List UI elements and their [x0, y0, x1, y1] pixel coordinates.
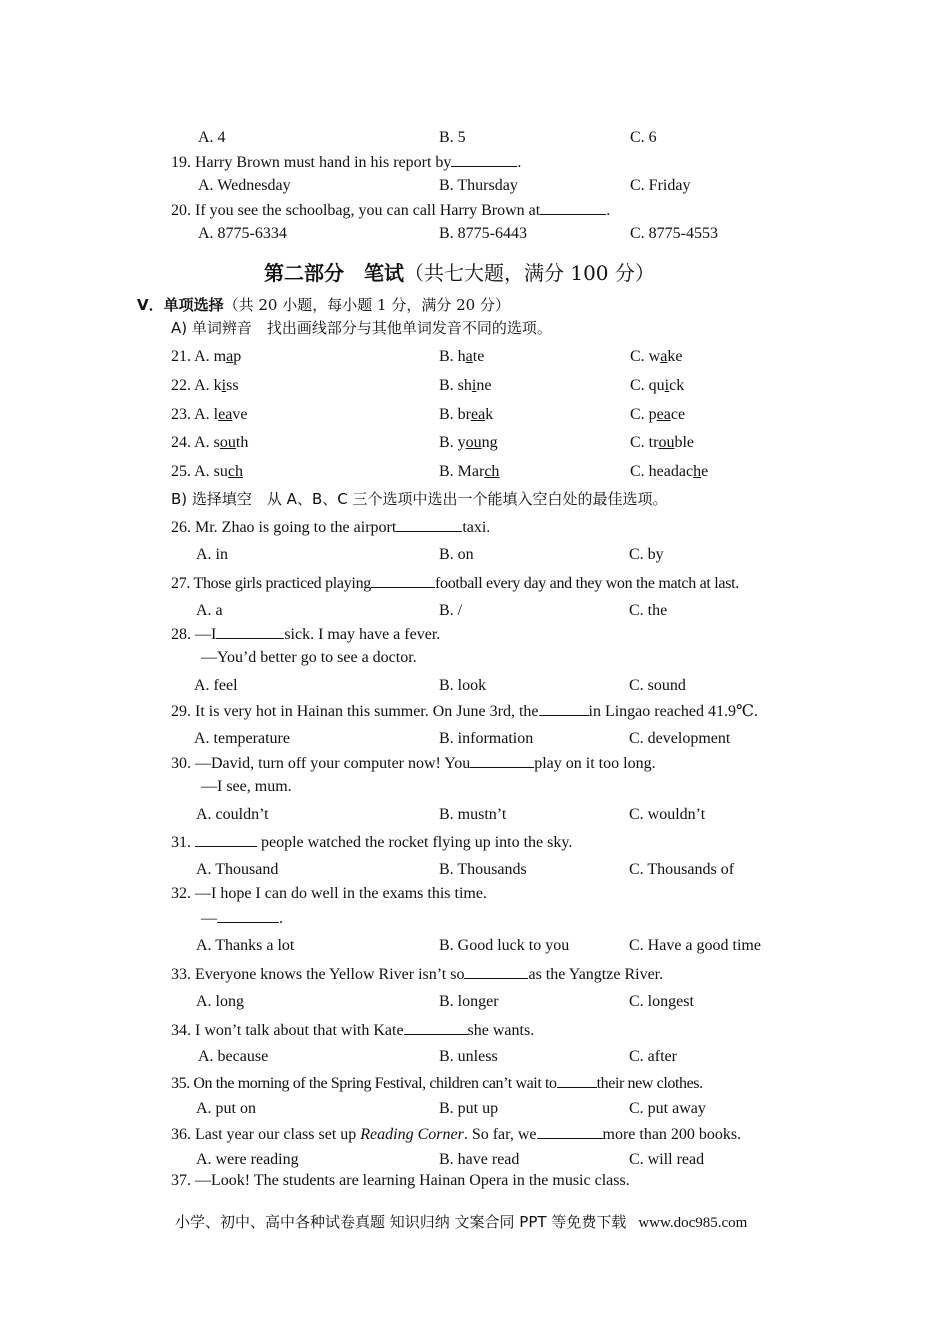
q34-option-c: C. after: [629, 1048, 677, 1065]
q19-stem: 19. Harry Brown must hand in his report by .: [171, 154, 522, 171]
q36-option-b: B. have read: [439, 1151, 520, 1168]
q24: 24. A. south: [171, 434, 249, 451]
q33-option-b: B. longer: [439, 993, 499, 1010]
q29-option-c: C. development: [629, 730, 731, 747]
q32-option-c: C. Have a good time: [629, 937, 761, 954]
q26-option-b: B. on: [439, 546, 474, 563]
q20-option-c: C. 8775-4553: [630, 225, 718, 242]
q21-option-b: B. hate: [439, 348, 485, 365]
q36-option-a: A. were reading: [196, 1151, 299, 1168]
q25: 25. A. such: [171, 463, 244, 480]
part-b-instruction: B) 选择填空 从 A、B、C 三个选项中选出一个能填入空白处的最佳选项。: [171, 490, 668, 508]
q28-stem: 28. —I sick. I may have a fever.: [171, 626, 441, 643]
q18-option-b: B. 5: [439, 129, 466, 146]
q30-option-b: B. mustn’t: [439, 806, 507, 823]
q23-option-b: B. break: [439, 406, 494, 423]
q18-option-c: C. 6: [630, 129, 657, 146]
q27-option-b: B. /: [439, 602, 463, 619]
q30-option-a: A. couldn’t: [196, 806, 269, 823]
q33-option-a: A. long: [196, 993, 244, 1010]
q32-line2: — .: [201, 910, 283, 927]
q19-option-a: A. Wednesday: [198, 177, 291, 194]
q28-option-c: C. sound: [629, 677, 686, 694]
footer-url[interactable]: www.doc985.com: [638, 1215, 748, 1231]
q35-option-a: A. put on: [196, 1100, 256, 1117]
q22: 22. A. kiss: [171, 377, 239, 394]
q28-option-b: B. look: [439, 677, 487, 694]
q31-option-c: C. Thousands of: [629, 861, 735, 878]
q26-option-c: C. by: [629, 546, 664, 563]
q20-stem: 20. If you see the schoolbag, you can call Harry Brown at .: [171, 202, 611, 219]
part-a-instruction: A) 单词辨音 找出画线部分与其他单词发音不同的选项。: [171, 319, 552, 337]
q30-line2: —I see, mum.: [201, 778, 292, 795]
q21: 21. A. map: [171, 348, 242, 365]
q36-stem: 36. Last year our class set up Reading Corner. So far, we more than 200 books.: [171, 1126, 742, 1143]
q21-option-c: C. wake: [630, 348, 683, 365]
q29-option-b: B. information: [439, 730, 534, 747]
q34-stem: 34. I won’t talk about that with Kate she wants.: [171, 1022, 535, 1039]
q33-option-c: C. longest: [629, 993, 694, 1010]
q28-option-a: A. feel: [194, 677, 238, 694]
part2-subtitle: （共七大题，满分 100 分）: [404, 261, 655, 285]
q23: 23. A. leave: [171, 406, 248, 423]
part2-title: 第二部分 笔试（共七大题，满分 100 分）: [264, 261, 655, 285]
q29-stem: 29. It is very hot in Hainan this summer. On June 3rd, the in Lingao reached 41.9℃.: [171, 703, 758, 720]
q23-option-c: C. peace: [630, 406, 686, 423]
page-footer: 小学、初中、高中各种试卷真题 知识归纳 文案合同 PPT 等免费下载 www.doc985.com: [175, 1213, 748, 1231]
q31-option-a: A. Thousand: [196, 861, 279, 878]
q22-option-b: B. shine: [439, 377, 492, 394]
q35-stem: 35. On the morning of the Spring Festival, children can’t wait to their new clothes.: [171, 1075, 703, 1092]
q36-option-c: C. will read: [629, 1151, 705, 1168]
q31-option-b: B. Thousands: [439, 861, 527, 878]
q29-option-a: A. temperature: [194, 730, 290, 747]
q32-option-b: B. Good luck to you: [439, 937, 570, 954]
q35-option-c: C. put away: [629, 1100, 706, 1117]
q28-line2: —You’d better go to see a doctor.: [201, 649, 417, 666]
q19-option-c: C. Friday: [630, 177, 691, 194]
q18-option-a: A. 4: [198, 129, 226, 146]
section-5-heading: V．单项选择（共 20 小题，每小题 1 分，满分 20 分）: [137, 296, 510, 314]
q26-stem: 26. Mr. Zhao is going to the airport taxi.: [171, 519, 491, 536]
q19-option-b: B. Thursday: [439, 177, 518, 194]
q22-option-c: C. quick: [630, 377, 685, 394]
q20-option-a: A. 8775-6334: [198, 225, 287, 242]
q31-stem: 31. people watched the rocket flying up into the sky.: [171, 834, 573, 851]
q27-stem: 27. Those girls practiced playing football every day and they won the match at last.: [171, 575, 739, 592]
q26-option-a: A. in: [196, 546, 228, 563]
q25-option-b: B. March: [439, 463, 500, 480]
q25-option-c: C. headache: [630, 463, 709, 480]
q33-stem: 33. Everyone knows the Yellow River isn’t so as the Yangtze River.: [171, 966, 664, 983]
q30-option-c: C. wouldn’t: [629, 806, 706, 823]
q32-stem: 32. —I hope I can do well in the exams this time.: [171, 885, 487, 902]
q37-stem: 37. —Look! The students are learning Hainan Opera in the music class.: [171, 1172, 630, 1189]
q30-stem: 30. —David, turn off your computer now! You play on it too long.: [171, 755, 656, 772]
q34-option-b: B. unless: [439, 1048, 498, 1065]
q32-option-a: A. Thanks a lot: [196, 937, 295, 954]
q27-option-c: C. the: [629, 602, 668, 619]
q34-option-a: A. because: [198, 1048, 269, 1065]
q35-option-b: B. put up: [439, 1100, 499, 1117]
q20-option-b: B. 8775-6443: [439, 225, 527, 242]
q24-option-b: B. young: [439, 434, 498, 451]
q24-option-c: C. trouble: [630, 434, 694, 451]
q27-option-a: A. a: [196, 602, 223, 619]
